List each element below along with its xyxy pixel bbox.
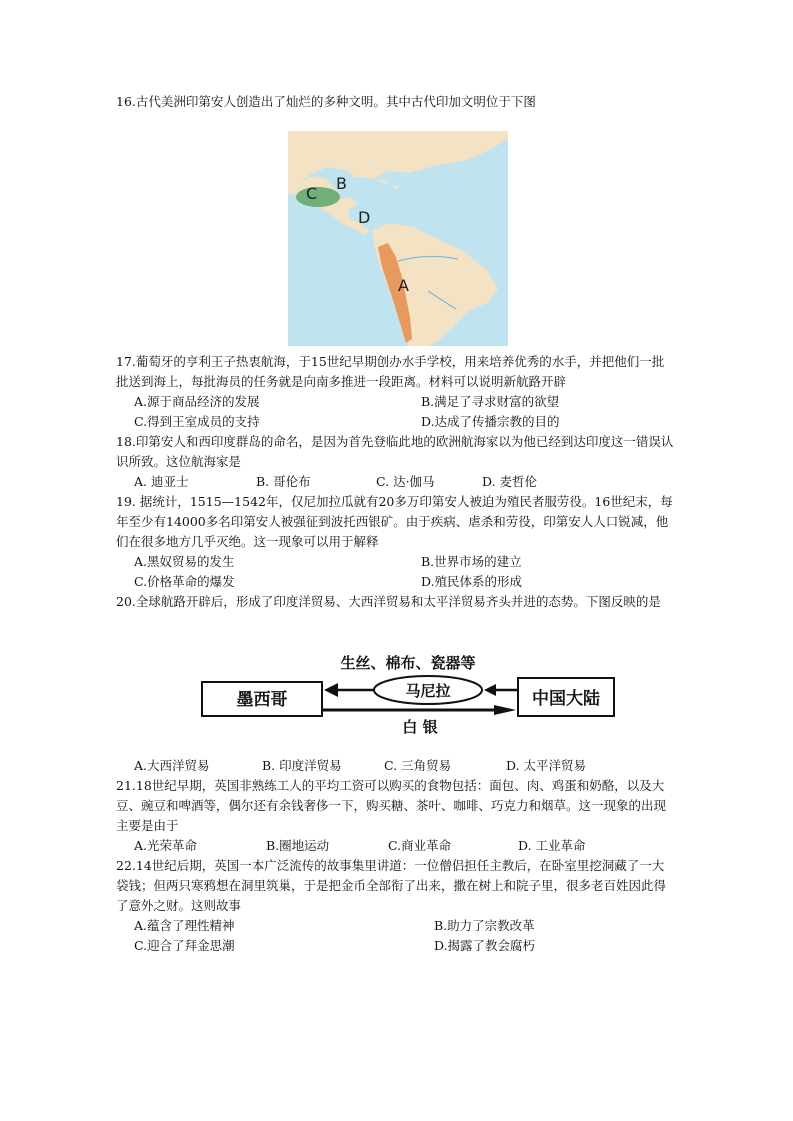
q22-option-b: B.助力了宗教改革 <box>434 918 535 933</box>
q18-option-d: D. 麦哲伦 <box>482 474 538 489</box>
q22-option-d: D.揭露了教会腐朽 <box>434 938 536 953</box>
q19-option-c: C.价格革命的爆发 <box>134 574 235 589</box>
q19-option-d: D.殖民体系的形成 <box>421 574 523 589</box>
q20-option-a: A.大西洋贸易 <box>134 758 210 773</box>
q21-stem: 21.18世纪早期，英国非熟练工人的平均工资可以购买的食物包括：面包、肉、鸡蛋和奶酪，以及大豆、豌豆和啤酒等，偶尔还有余钱奢侈一下，购买糖、茶叶、咖啡、巧克力和烟草。这一现象的出现主要是由于 <box>116 778 667 833</box>
q20-option-c: C. 三角贸易 <box>384 758 452 773</box>
q17-option-d: D.达成了传播宗教的目的 <box>421 414 560 429</box>
trade-label-left: 墨西哥 <box>236 690 288 710</box>
q19-option-a: A.黑奴贸易的发生 <box>134 554 235 569</box>
q22-stem: 22.14世纪后期，英国一本广泛流传的故事集里讲道：一位僧侣担任主教后，在卧室里挖洞藏了一大袋钱；但两只寒鸦想在洞里筑巢，于是把金币全部衔了出来，撒在树上和院子里，很多老百姓因此得了意外之财。这则故事 <box>116 858 667 913</box>
q17-option-c: C.得到王室成员的支持 <box>134 414 260 429</box>
q20-option-b: B. 印度洋贸易 <box>262 758 342 773</box>
trade-arrowhead-left <box>324 683 338 697</box>
map-label-c: C <box>306 184 318 203</box>
q18-option-b: B. 哥伦布 <box>256 474 311 489</box>
q21-option-a: A.光荣革命 <box>134 838 198 853</box>
q22-option-a: A.蕴含了理性精神 <box>134 918 235 933</box>
trade-label-center: 马尼拉 <box>405 682 451 700</box>
q18-option-a: A. 迪亚士 <box>134 474 189 489</box>
q18-stem: 18.印第安人和西印度群岛的命名，是因为首先登临此地的欧洲航海家以为他已经到达印度这一错误认识所致。这位航海家是 <box>116 434 674 469</box>
americas-map <box>288 131 508 346</box>
q21-option-b: B.圈地运动 <box>266 838 330 853</box>
q18-option-c: C. 达·伽马 <box>376 474 435 489</box>
map-label-a: A <box>398 276 409 295</box>
q22-option-c: C.迎合了拜金思潮 <box>134 938 235 953</box>
q19-stem: 19. 据统计，1515—1542年，仅尼加拉瓜就有20多万印第安人被迫为殖民者服劳役。16世纪末，每年至少有14000多名印第安人被强征到波托西银矿。由于疾病、虐杀和劳役，印第安人人口锐减，他们在很多地方几乎灭绝。这一现象可以用于解释 <box>116 494 673 549</box>
q16-stem: 16.古代美洲印第安人创造出了灿烂的多种文明。其中古代印加文明位于下图 <box>116 94 536 109</box>
q17-option-b: B.满足了寻求财富的欲望 <box>421 394 560 409</box>
map-label-b: B <box>336 174 347 193</box>
q17-stem: 17.葡萄牙的亨利王子热衷航海，于15世纪早期创办水手学校，用来培养优秀的水手，并把他们一批批送到海上，每批海员的任务就是向南多推进一段距离。材料可以说明新航路开辟 <box>116 354 665 389</box>
trade-arrowhead-right <box>494 705 516 715</box>
trade-top-goods: 生丝、棉布、瓷器等 <box>340 654 476 672</box>
q17-option-a: A.源于商品经济的发展 <box>134 394 260 409</box>
trade-bottom-goods: 白 银 <box>402 718 438 736</box>
trade-label-right: 中国大陆 <box>532 689 600 709</box>
q19-option-b: B.世界市场的建立 <box>421 554 522 569</box>
q20-stem: 20.全球航路开辟后，形成了印度洋贸易、大西洋贸易和太平洋贸易齐头并进的态势。下图反映的是 <box>116 594 661 609</box>
q21-option-c: C.商业革命 <box>388 838 452 853</box>
q20-option-d: D. 太平洋贸易 <box>506 758 587 773</box>
map-label-d: D <box>358 208 371 227</box>
q21-option-d: D. 工业革命 <box>518 838 586 853</box>
trade-arrowhead-center <box>484 684 496 696</box>
map-maya-region <box>296 187 340 207</box>
trade-diagram <box>198 648 618 738</box>
